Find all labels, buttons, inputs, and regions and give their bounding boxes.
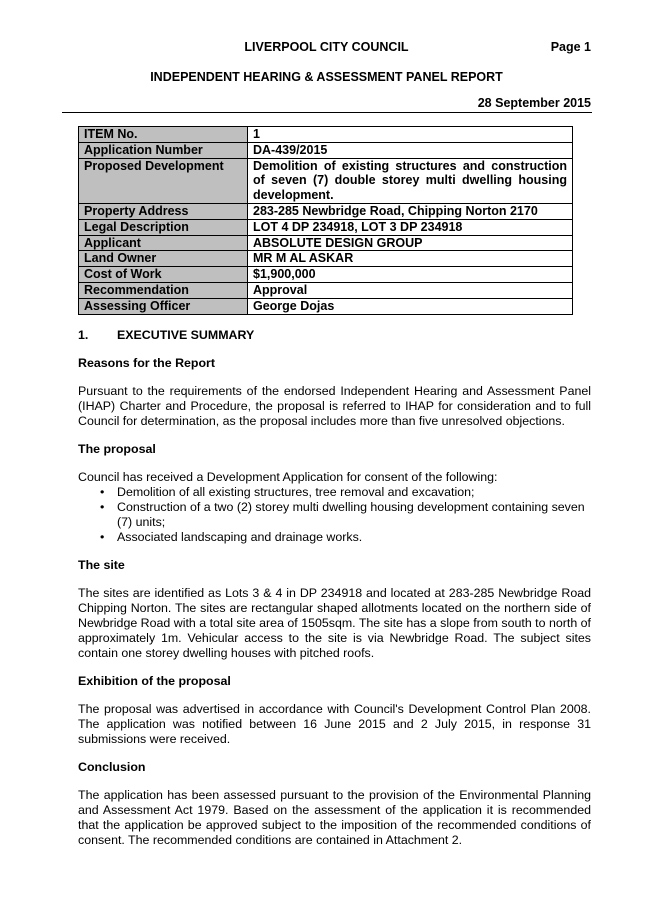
list-item bbox=[100, 500, 591, 530]
row-value: LOT 4 DP 234918, LOT 3 DP 234918 bbox=[248, 219, 573, 235]
report-title: INDEPENDENT HEARING & ASSESSMENT PANEL REPORT bbox=[150, 70, 503, 84]
list-item-text: Construction of a two (2) storey multi dwelling housing development containing seven (7) units; bbox=[117, 500, 585, 529]
report-date: 28 September 2015 bbox=[477, 96, 591, 110]
report-body bbox=[78, 328, 591, 861]
proposal-heading: The proposal bbox=[78, 442, 156, 456]
table-row bbox=[79, 219, 573, 235]
table-row bbox=[79, 235, 573, 251]
section-title: EXECUTIVE SUMMARY bbox=[117, 328, 255, 342]
exhibition-heading: Exhibition of the proposal bbox=[78, 674, 231, 688]
proposal-intro: Council has received a Development Application for consent of the following: bbox=[78, 470, 498, 484]
row-label: Legal Description bbox=[79, 219, 248, 235]
exhibition-paragraph: The proposal was advertised in accordance with Council's Development Control Plan 2008. The application was notified between 16 June 2015 and 2 July 2015, in response 31 submissions were received. bbox=[78, 702, 591, 746]
table-row bbox=[79, 251, 573, 267]
table-row bbox=[79, 158, 573, 203]
row-value: 283-285 Newbridge Road, Chipping Norton 2170 bbox=[248, 203, 573, 219]
row-label: Applicant bbox=[79, 235, 248, 251]
table-row bbox=[79, 282, 573, 298]
list-item bbox=[100, 485, 591, 500]
bullet-icon: • bbox=[100, 530, 105, 544]
row-value: Approval bbox=[248, 282, 573, 298]
row-value: ABSOLUTE DESIGN GROUP bbox=[248, 235, 573, 251]
page-number: Page 1 bbox=[550, 40, 591, 54]
row-label: Proposed Development bbox=[79, 158, 248, 203]
row-value: Demolition of existing structures and construction of seven (7) double storey multi dwelling housing development. bbox=[248, 158, 573, 203]
row-label: Land Owner bbox=[79, 251, 248, 267]
council-name: LIVERPOOL CITY COUNCIL bbox=[244, 40, 409, 54]
row-label: Property Address bbox=[79, 203, 248, 219]
list-item-text: Demolition of all existing structures, tree removal and excavation; bbox=[117, 485, 475, 499]
header-divider bbox=[62, 112, 592, 113]
table-row bbox=[79, 127, 573, 143]
row-label: Application Number bbox=[79, 142, 248, 158]
row-label: ITEM No. bbox=[79, 127, 248, 143]
conclusion-paragraph: The application has been assessed pursuant to the provision of the Environmental Planning and Assessment Act 1979. Based on the assessment of the application it is recommended that the application be approved subject to the imposition of the recommended conditions of consent. The recommended conditions are contained in Attachment 2. bbox=[78, 788, 591, 847]
row-value: $1,900,000 bbox=[248, 267, 573, 283]
row-value: DA-439/2015 bbox=[248, 142, 573, 158]
list-item-text: Associated landscaping and drainage works. bbox=[117, 530, 363, 544]
bullet-icon: • bbox=[100, 485, 105, 499]
section-heading bbox=[78, 328, 591, 343]
row-value: George Dojas bbox=[248, 298, 573, 314]
site-heading: The site bbox=[78, 558, 125, 572]
row-value: MR M AL ASKAR bbox=[248, 251, 573, 267]
reasons-heading: Reasons for the Report bbox=[78, 356, 216, 370]
bullet-icon: • bbox=[100, 500, 105, 514]
row-label: Assessing Officer bbox=[79, 298, 248, 314]
conclusion-heading: Conclusion bbox=[78, 760, 146, 774]
table-row bbox=[79, 298, 573, 314]
application-info-table bbox=[78, 126, 573, 315]
site-paragraph: The sites are identified as Lots 3 & 4 in DP 234918 and located at 283-285 Newbridge Road Chipping Norton. The sites are rectangular shaped allotments located on the northern side of Newbridge Road with a total site area of 1505sqm. The site has a slope from south to north of approximately 1m. Vehicular access to the site is via Newbridge Road. The subject sites contain one storey dwelling houses with pitched roofs. bbox=[78, 586, 591, 660]
reasons-paragraph: Pursuant to the requirements of the endorsed Independent Hearing and Assessment Panel (IHAP) Charter and Procedure, the proposal is referred to IHAP for consideration and to full Council for determination, as the proposal includes more than five unresolved objections. bbox=[78, 384, 591, 428]
proposal-list bbox=[78, 485, 591, 545]
table-row bbox=[79, 267, 573, 283]
section-number: 1. bbox=[78, 328, 89, 342]
row-label: Cost of Work bbox=[79, 267, 248, 283]
list-item bbox=[100, 530, 591, 545]
table-row bbox=[79, 203, 573, 219]
row-label: Recommendation bbox=[79, 282, 248, 298]
row-value: 1 bbox=[248, 127, 573, 143]
table-row bbox=[79, 142, 573, 158]
